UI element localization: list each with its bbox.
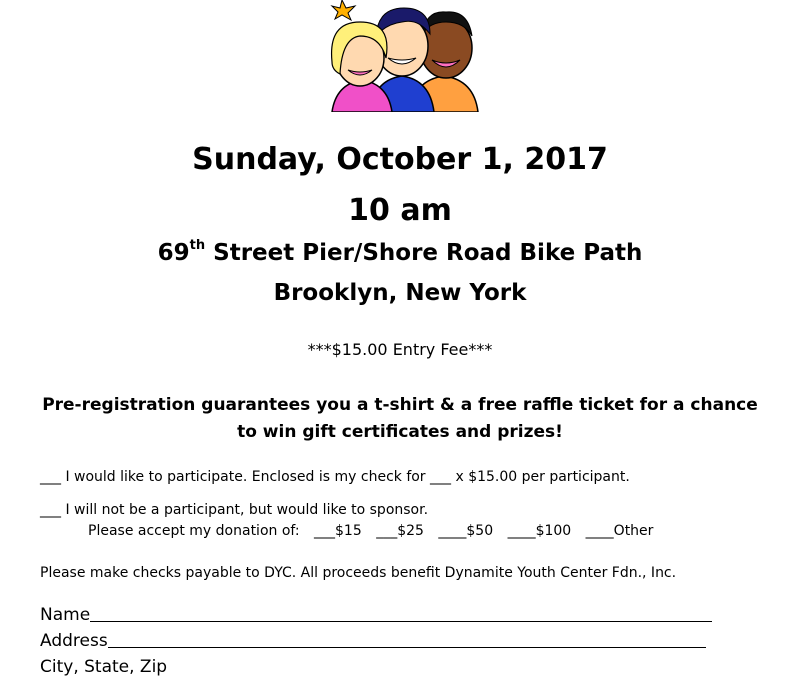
donation-amount-25[interactable]: ___$25 — [376, 523, 424, 539]
address-label: Address — [40, 631, 108, 651]
location-number: 69 — [157, 240, 190, 266]
donation-amount-15[interactable]: ___$15 — [314, 523, 362, 539]
entry-fee: ***$15.00 Entry Fee*** — [307, 340, 493, 359]
location-street: Street Pier/Shore Road Bike Path — [205, 240, 643, 266]
preregistration-line-1: Pre-registration guarantees you a t-shirt & a free raffle ticket for a chance — [42, 395, 758, 415]
city-state-zip-label: City, State, Zip — [40, 657, 168, 677]
donation-amount-100[interactable]: ____$100 — [507, 523, 572, 539]
donation-row — [88, 523, 653, 539]
address-field[interactable] — [40, 631, 706, 651]
participate-option[interactable]: ___ I would like to participate. Enclosed is my check for ___ x $15.00 per participant. — [40, 469, 630, 485]
name-line[interactable] — [90, 620, 712, 622]
preregistration-text — [0, 392, 800, 446]
name-label: Name — [40, 605, 91, 625]
location-suffix: th — [189, 238, 206, 253]
kids-clipart — [318, 0, 482, 112]
preregistration-line-2: to win gift certificates and prizes! — [237, 422, 563, 442]
event-city: Brooklyn, New York — [273, 280, 527, 306]
donation-amount-50[interactable]: ____$50 — [438, 523, 494, 539]
donation-prompt: Please accept my donation of: — [88, 523, 300, 539]
event-date: Sunday, October 1, 2017 — [192, 142, 608, 177]
name-field[interactable] — [40, 605, 712, 625]
donation-amount-other[interactable]: ____Other — [585, 523, 654, 539]
payable-note: Please make checks payable to DYC. All proceeds benefit Dynamite Youth Center Fdn., Inc. — [40, 565, 677, 581]
event-location — [0, 240, 800, 266]
event-time: 10 am — [348, 193, 452, 228]
city-state-zip-field[interactable] — [40, 657, 167, 677]
star-icon — [332, 0, 355, 20]
address-line[interactable] — [108, 646, 706, 648]
sponsor-option[interactable]: ___ I will not be a participant, but would like to sponsor. — [40, 502, 429, 518]
